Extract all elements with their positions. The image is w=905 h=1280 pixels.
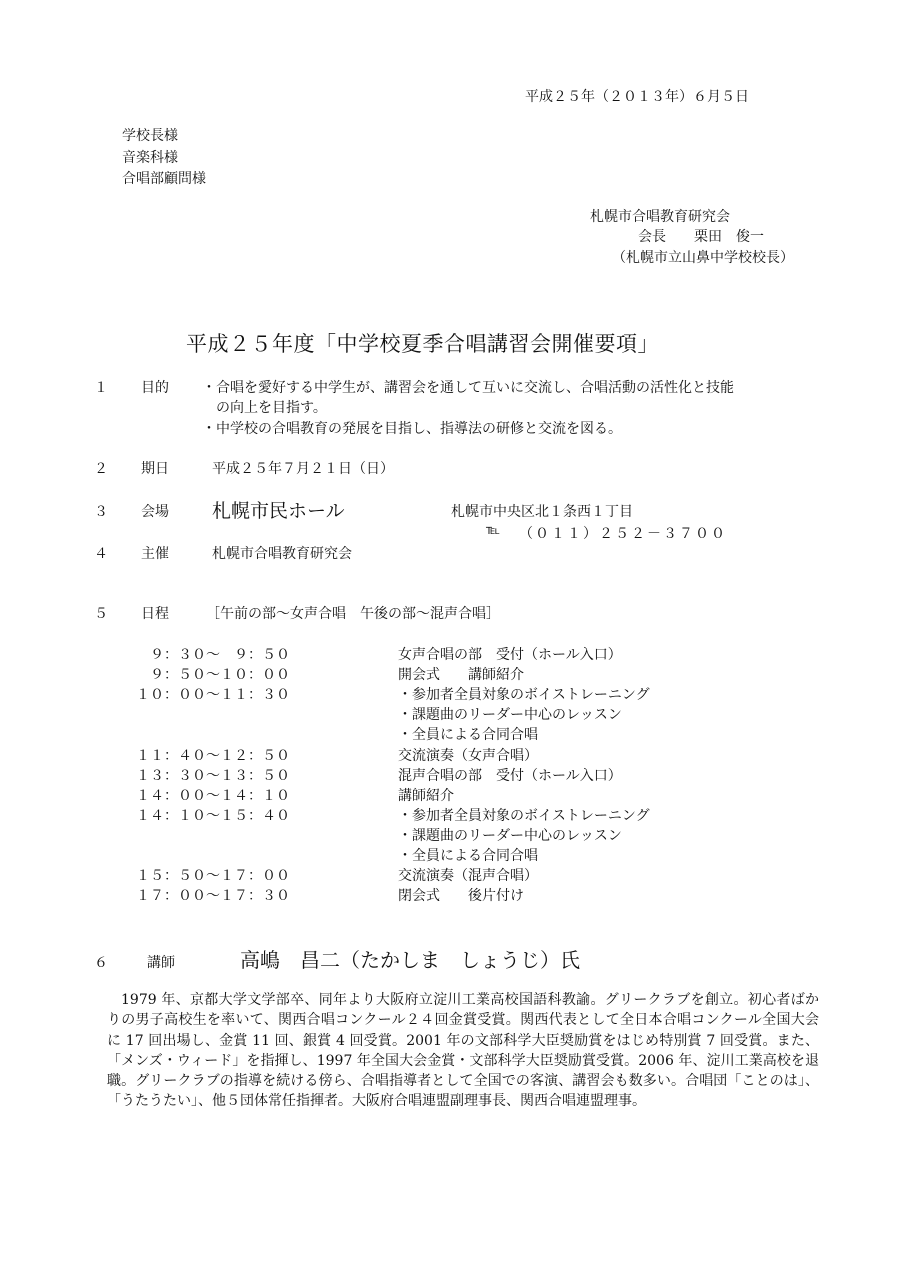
schedule-activity: 交流演奏（女声合唱）: [398, 748, 538, 764]
venue-telephone: （０１１）２５２－３７００: [519, 526, 727, 542]
schedule-time: １１：４０～１２：５０: [136, 748, 290, 764]
schedule-time: １４：００～１４：１０: [136, 788, 290, 804]
venue-name: 札幌市民ホール: [212, 500, 345, 522]
schedule-activity: 交流演奏（混声合唱）: [398, 868, 538, 884]
schedule-time: １０：００～１１：３０: [136, 687, 290, 703]
purpose-line-1-continued: の向上を目指す。: [216, 400, 327, 416]
section-number-schedule: ５: [94, 606, 108, 622]
schedule-note: ［午前の部～女声合唱 午後の部～混声合唱］: [206, 606, 500, 622]
section-number-host: ４: [94, 546, 108, 562]
section-label-venue: 会場: [141, 504, 169, 520]
section-label-host: 主催: [141, 546, 169, 562]
lecturer-biography: 1979 年、京都大学文学部卒、同年より大阪府立淀川工業高校国語科教諭。グリークラブを創立。初心者ばかりの男子高校生を率いて、関西合唱コンクール２４回金賞受賞。関西代表として全日本合唱コンクール全国大会に 17 回出場し、金賞 11 回、銀賞 4 回受賞。2001 年の文部科学大臣奨励賞をはじめ特別賞 7 回受賞。また、「メンズ・ウィード」を指揮し、1997 年全国大会金賞・文部科学大臣奨励賞受賞。2006 年、淀川工業高校を退職。グリークラブの指導を続ける傍ら、合唱指導者として全国での客演、講習会も数多い。合唱団「ことのは」、「うたうたい」、他５団体常任指揮者。大阪府合唱連盟副理事長、関西合唱連盟理事。: [107, 992, 819, 1110]
host-organization: 札幌市合唱教育研究会: [212, 546, 352, 562]
schedule-activity: 混声合唱の部 受付（ホール入口）: [398, 768, 622, 784]
recipient-music-dept: 音楽科様: [122, 150, 178, 166]
schedule-activity: ・全員による合同合唱: [398, 727, 538, 743]
schedule-time: １７：００～１７：３０: [136, 888, 290, 904]
venue-address: 札幌市中央区北１条西１丁目: [451, 504, 633, 520]
purpose-line-1: ・合唱を愛好する中学生が、講習会を通して互いに交流し、合唱活動の活性化と技能: [202, 380, 734, 396]
schedule-activity: 閉会式 後片付け: [398, 888, 524, 904]
schedule-activity: ・全員による合同合唱: [398, 848, 538, 864]
schedule-time: ９：５０～１０：００: [136, 667, 290, 683]
recipient-principal: 学校長様: [122, 128, 178, 144]
section-label-lecturer: 講師: [147, 955, 175, 971]
document-date: 平成２５年（２０１３年）６月５日: [525, 89, 749, 105]
tel-icon: ℡: [486, 523, 500, 538]
section-number-date: ２: [94, 461, 108, 477]
schedule-activity: ・課題曲のリーダー中心のレッスン: [398, 828, 622, 844]
section-number-purpose: １: [94, 380, 108, 396]
schedule-activity: 女声合唱の部 受付（ホール入口）: [398, 647, 622, 663]
schedule-activity: 開会式 講師紹介: [398, 667, 524, 683]
sender-president: 会長 栗田 俊一: [638, 229, 764, 245]
event-date: 平成２５年７月２１日（日）: [212, 461, 394, 477]
schedule-time: １３：３０～１３：５０: [136, 768, 290, 784]
document-title: 平成２５年度「中学校夏季合唱講習会開催要項」: [186, 332, 659, 356]
section-label-purpose: 目的: [141, 380, 169, 396]
purpose-line-2: ・中学校の合唱教育の発展を目指し、指導法の研修と交流を図る。: [202, 421, 622, 437]
schedule-time: ９：３０～ ９：５０: [136, 647, 290, 663]
schedule-activity: ・課題曲のリーダー中心のレッスン: [398, 707, 622, 723]
recipient-choir-advisor: 合唱部顧問様: [122, 171, 206, 187]
lecturer-name: 高嶋 昌二（たかしま しょうじ）氏: [240, 948, 580, 972]
schedule-activity: ・参加者全員対象のボイストレーニング: [398, 687, 650, 703]
schedule-time: １５：５０～１７：００: [136, 868, 290, 884]
section-number-venue: ３: [94, 504, 108, 520]
schedule-activity: ・参加者全員対象のボイストレーニング: [398, 808, 650, 824]
sender-affiliation: （札幌市立山鼻中学校校長）: [612, 250, 794, 266]
section-number-lecturer: ６: [94, 955, 108, 971]
section-label-date: 期日: [141, 461, 169, 477]
schedule-time: １４：１０～１５：４０: [136, 808, 290, 824]
schedule-activity: 講師紹介: [398, 788, 454, 804]
section-label-schedule: 日程: [141, 606, 169, 622]
sender-organization: 札幌市合唱教育研究会: [590, 209, 730, 225]
